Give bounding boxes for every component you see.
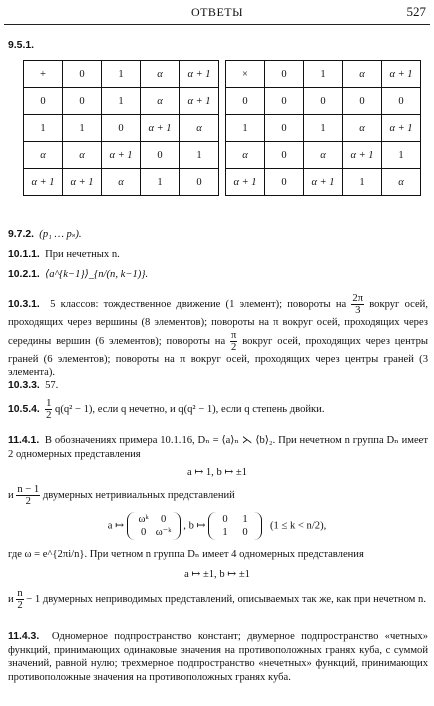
equation-odd-1d: a ↦ 1, b ↦ ±1 [186,467,248,478]
answer-9-5-1-label: 9.5.1. [8,40,34,51]
answer-10-2-1: 10.2.1. ⟨a^{k−1}⟩_{n/(n, k−1)}. [8,269,149,280]
addition-table-cell: 0 [180,169,219,196]
addition-table-cell: 0 [102,115,141,142]
answer-11-4-1-p4: и $\frac{n}{2}$ − 1 двумерных неприводимых представлений, описываемых так же, как при нечетном n. [8,588,426,611]
multiplication-table-row [226,88,421,115]
addition-table-row [24,169,219,196]
addition-table-row [24,88,219,115]
matrix-b: 0 1 1 0 [208,512,262,540]
page-number: 527 [406,4,426,19]
addition-table [23,60,219,196]
multiplication-table-cell: 0 [265,88,304,115]
multiplication-table-cell: × [226,61,265,88]
header-rule [4,24,430,25]
multiplication-table-cell: 0 [265,169,304,196]
matrix-a: ωᵏ 0 0 ω⁻ᵏ [127,512,181,540]
fraction-pi-2: $\frac{\pi}{2}$ [231,329,237,353]
multiplication-table-cell: α + 1 [304,169,343,196]
answer-11-4-3: 11.4.3. Одномерное подпространство констант; двумерное подпространство «четных» функций, принимающих одинаковые значения на противоположных гранях куба, с суммой значений, равной нулю; трехмерное подпространство «нечетных» функций, принимающих противоположные значения на противоположных гранях куба. [8,631,429,683]
answer-11-4-1-p3: где ω = e^{2πi/n}. При четном n группа Dₙ имеет 4 одномерных представления [8,549,364,560]
addition-table-cell: 1 [24,115,63,142]
multiplication-table-cell: α [226,142,265,169]
multiplication-table-cell: 1 [226,115,265,142]
multiplication-table-cell: 1 [304,61,343,88]
multiplication-table [225,60,421,196]
multiplication-table-cell: 0 [226,88,265,115]
addition-table-cell: α [24,142,63,169]
multiplication-table-cell: 0 [304,88,343,115]
multiplication-table-cell: 0 [265,61,304,88]
addition-table-cell: α [63,142,102,169]
answer-11-4-1-p2: и $\frac{n - 1}{2}$ двумерных нетривиальных представлений [8,484,235,507]
multiplication-table-cell: α + 1 [382,61,421,88]
equation-2d-matrices: a ↦ ωᵏ 0 0 ω⁻ᵏ , b ↦ 0 1 1 0 (1 ≤ k < n/2), [107,514,327,538]
multiplication-table-cell: α [382,169,421,196]
addition-table-cell: 0 [63,88,102,115]
multiplication-table-cell: α [304,142,343,169]
multiplication-table-cell: 0 [265,115,304,142]
multiplication-table-cell: 0 [265,142,304,169]
multiplication-table-cell: α + 1 [382,115,421,142]
answer-11-4-1-intro: 11.4.1. В обозначениях примера 10.1.16, Dₙ = ⟨a⟩ₙ ⋋ ⟨b⟩₂. При нечетном n группа Dₙ имеет 2 одномерных представления [8,435,429,460]
multiplication-table-cell: 0 [382,88,421,115]
multiplication-table-row [226,169,421,196]
multiplication-table-row [226,115,421,142]
answer-10-1-1: 10.1.1. При нечетных n. [8,249,120,260]
addition-table-row [24,115,219,142]
addition-table-cell: 0 [24,88,63,115]
running-title: ОТВЕТЫ [190,5,244,19]
multiplication-table-cell: 1 [343,169,382,196]
addition-table-cell: 1 [102,88,141,115]
addition-table-cell: α + 1 [63,169,102,196]
addition-table-cell: 0 [141,142,180,169]
addition-table-cell: α + 1 [24,169,63,196]
addition-table-cell: + [24,61,63,88]
addition-table-cell: α + 1 [141,115,180,142]
addition-table-cell: 1 [63,115,102,142]
addition-table-cell: 1 [180,142,219,169]
fraction-2pi-3: $\frac{2\pi}{3}$ [352,293,364,316]
addition-table-cell: 1 [141,169,180,196]
addition-table-cell: α + 1 [180,61,219,88]
multiplication-table-cell: 0 [343,88,382,115]
answer-10-3-1: 10.3.1. 5 классов: тождественное движение (1 элемент); повороты на $\frac{2\pi}{3}$ вокруг осей, проходящих через вершины (8 элементов); повороты на π вокруг осей, проходящих через середины вершин (6 элементов); повороты на $\frac{\pi}{2}$ вокруг осей, проходящих через центры граней (6 элементов); повороты на π вокруг осей, проходящих через центры граней (3 элемента). [8,293,428,378]
addition-table-cell: α [180,115,219,142]
multiplication-table-cell: α [343,115,382,142]
addition-table-cell: 0 [63,61,102,88]
answer-10-3-3: 10.3.3. 57. [8,380,59,391]
addition-table-cell: α + 1 [102,142,141,169]
addition-table-cell: α [141,61,180,88]
addition-table-row [24,61,219,88]
addition-table-cell: α + 1 [180,88,219,115]
multiplication-table-cell: α [343,61,382,88]
answer-9-7-2: 9.7.2. (p₁ … pₛ). [8,229,82,240]
addition-table-cell: α [102,169,141,196]
multiplication-table-cell: α + 1 [343,142,382,169]
addition-table-cell: 1 [102,61,141,88]
multiplication-table-cell: α + 1 [226,169,265,196]
multiplication-table-row [226,142,421,169]
answer-10-5-4: 10.5.4. $\frac{1}{2}$ q(q² − 1), если q нечетно, и q(q² − 1), если q степень двойки. [8,398,325,421]
equation-even-1d: a ↦ ±1, b ↦ ±1 [184,569,250,580]
page-header [0,4,434,22]
addition-table-cell: α [141,88,180,115]
multiplication-table-cell: 1 [382,142,421,169]
multiplication-table-row [226,61,421,88]
addition-table-row [24,142,219,169]
multiplication-table-cell: 1 [304,115,343,142]
